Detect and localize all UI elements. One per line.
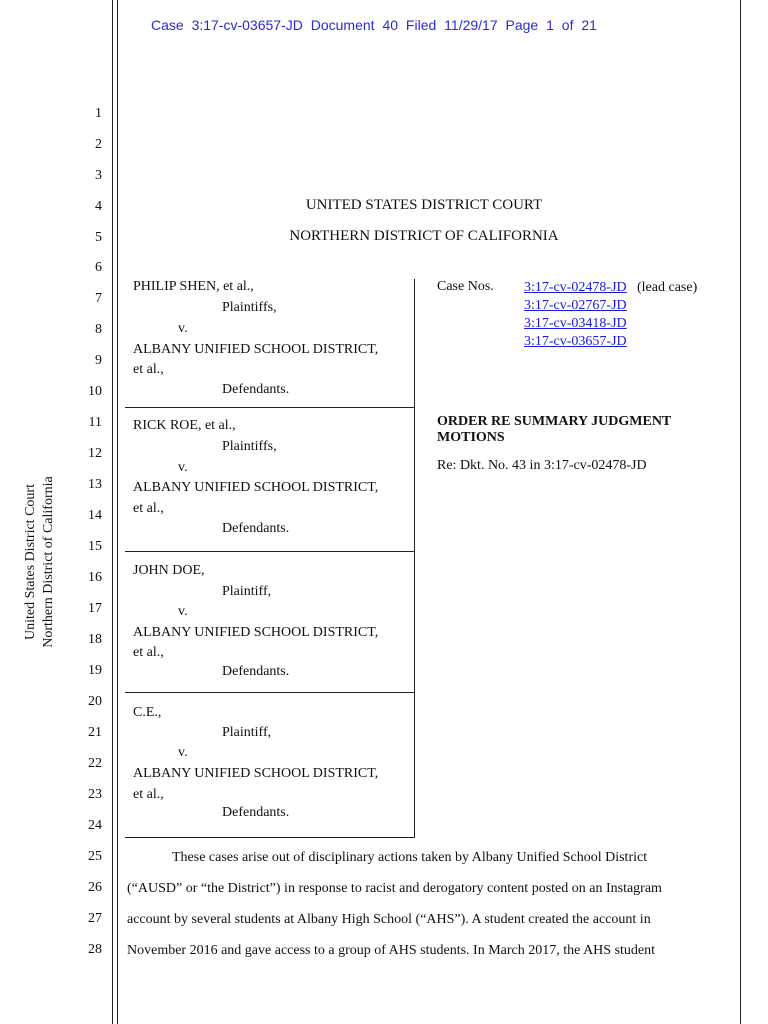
court-side-label (22, 462, 62, 662)
caption-party-role: Plaintiff, (222, 584, 272, 599)
line-number: 16 (88, 570, 102, 585)
left-margin-rule-inner (117, 0, 118, 1024)
header-document: Document 40 (310, 17, 399, 33)
caption-et-al: et al., (133, 787, 164, 802)
header-page-count: Page 1 of 21 (505, 17, 597, 33)
line-number: 5 (95, 230, 102, 245)
caption-versus: v. (178, 321, 188, 336)
line-number: 10 (88, 384, 102, 399)
caption-et-al: et al., (133, 362, 164, 377)
line-number: 8 (95, 322, 102, 337)
line-number: 23 (88, 787, 102, 802)
caption-defendant: ALBANY UNIFIED SCHOOL DISTRICT, (133, 625, 379, 640)
header-filed-date: Filed 11/29/17 (405, 17, 498, 33)
header-case-number: Case 3:17-cv-03657-JD (151, 17, 303, 33)
court-name: UNITED STATES DISTRICT COURT (305, 197, 543, 213)
line-number: 7 (95, 291, 102, 306)
caption-defendant-role: Defendants. (222, 805, 290, 820)
case-link-03418[interactable]: 3:17-cv-03418-JD (524, 316, 627, 331)
ecf-header (151, 17, 597, 33)
side-label-court: United States District Court (23, 484, 38, 640)
left-margin-rule-outer (112, 0, 113, 1024)
caption-versus: v. (178, 604, 188, 619)
line-number: 27 (88, 911, 102, 926)
caption-divider (125, 407, 415, 408)
line-number: 24 (88, 818, 102, 833)
line-number: 28 (88, 942, 102, 957)
line-number: 19 (88, 663, 102, 678)
right-margin-rule (740, 0, 741, 1024)
body-text-line: November 2016 and gave access to a group of AHS students. In March 2017, the AHS student (127, 943, 656, 958)
line-number: 25 (88, 849, 102, 864)
line-number: 26 (88, 880, 102, 895)
caption-divider (125, 837, 415, 838)
caption-et-al: et al., (133, 645, 164, 660)
order-title: ORDER RE SUMMARY JUDGMENT MOTIONS (437, 414, 672, 445)
line-number: 18 (88, 632, 102, 647)
body-text-line: These cases arise out of disciplinary actions taken by Albany Unified School District (172, 850, 648, 865)
line-number: 21 (88, 725, 102, 740)
caption-defendant-role: Defendants. (222, 521, 290, 536)
caption-party-role: Plaintiff, (222, 725, 272, 740)
caption-defendant: ALBANY UNIFIED SCHOOL DISTRICT, (133, 480, 379, 495)
line-number: 4 (95, 199, 102, 214)
line-number: 1 (95, 106, 102, 121)
caption-party: C.E., (133, 705, 162, 720)
docket-reference: Re: Dkt. No. 43 in 3:17-cv-02478-JD (437, 458, 647, 473)
case-link-03657[interactable]: 3:17-cv-03657-JD (524, 334, 627, 349)
body-text-line: (“AUSD” or “the District”) in response to racist and derogatory content posted on an Instagram (127, 881, 662, 896)
line-number: 14 (88, 508, 102, 523)
line-number: 17 (88, 601, 102, 616)
caption-defendant: ALBANY UNIFIED SCHOOL DISTRICT, (133, 342, 379, 357)
line-number: 12 (88, 446, 102, 461)
caption-party: RICK ROE, et al., (133, 418, 236, 433)
line-number: 20 (88, 694, 102, 709)
line-number: 11 (88, 415, 102, 430)
line-number: 15 (88, 539, 102, 554)
caption-party-role: Plaintiffs, (222, 300, 277, 315)
line-number: 6 (95, 260, 102, 275)
side-label-district: Northern District of California (41, 476, 56, 648)
caption-party: JOHN DOE, (133, 563, 205, 578)
caption-versus: v. (178, 745, 188, 760)
caption-party-role: Plaintiffs, (222, 439, 277, 454)
caption-defendant-role: Defendants. (222, 382, 290, 397)
caption-divider (125, 551, 415, 552)
lead-case-note: (lead case) (637, 280, 698, 295)
line-number: 9 (95, 353, 102, 368)
caption-versus: v. (178, 460, 188, 475)
caption-defendant: ALBANY UNIFIED SCHOOL DISTRICT, (133, 766, 379, 781)
case-link-02767[interactable]: 3:17-cv-02767-JD (524, 298, 627, 313)
caption-divider (125, 692, 415, 693)
line-number: 2 (95, 137, 102, 152)
line-number: 22 (88, 756, 102, 771)
caption-defendant-role: Defendants. (222, 664, 290, 679)
court-district: NORTHERN DISTRICT OF CALIFORNIA (289, 228, 559, 244)
body-text-line: account by several students at Albany High School (“AHS”). A student created the account in (127, 912, 651, 927)
line-number: 3 (95, 168, 102, 183)
caption-vertical-rule (414, 279, 415, 838)
caption-et-al: et al., (133, 501, 164, 516)
line-number: 13 (88, 477, 102, 492)
case-numbers-label: Case Nos. (437, 279, 494, 294)
case-link-02478[interactable]: 3:17-cv-02478-JD (524, 280, 627, 295)
caption-party: PHILIP SHEN, et al., (133, 279, 254, 294)
